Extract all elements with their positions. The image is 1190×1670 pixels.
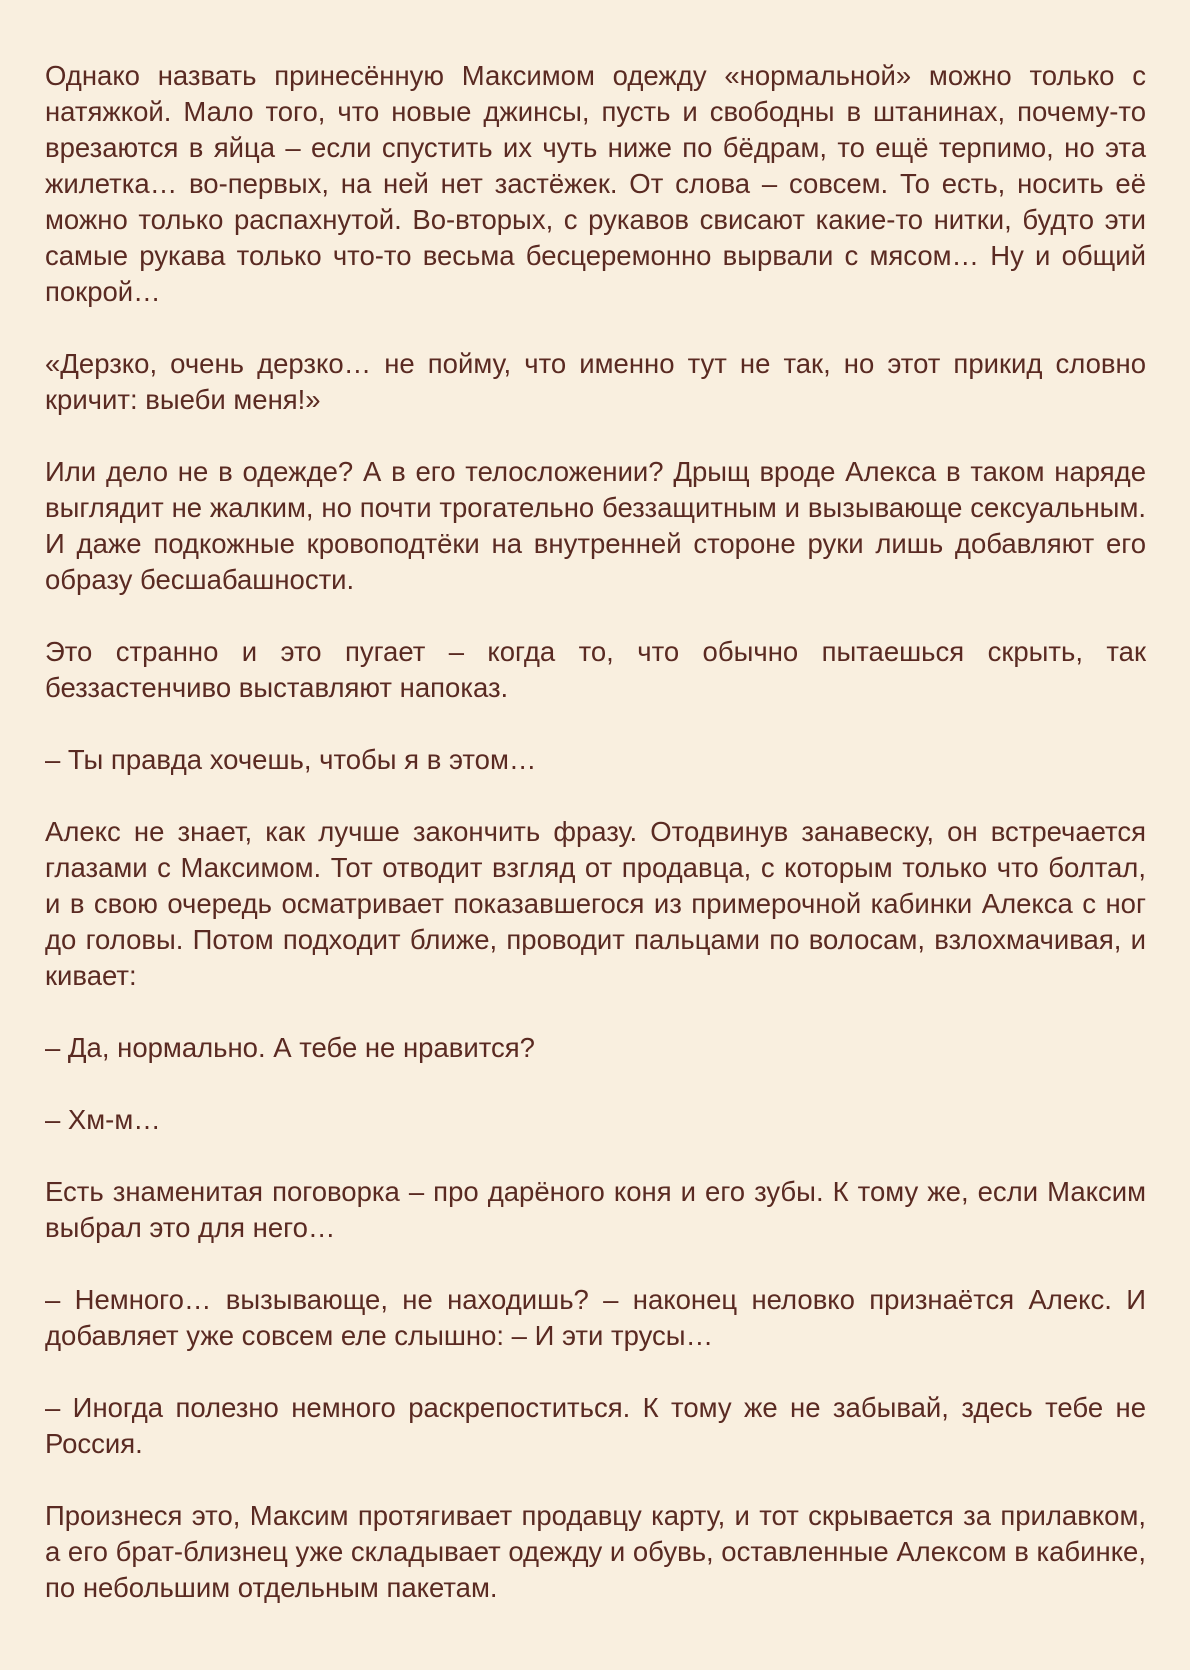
paragraph-11: – Иногда полезно немного раскрепоститься. К тому же не забывай, здесь тебе не Россия. <box>45 1392 1146 1459</box>
paragraph-3: Или дело не в одежде? А в его телосложении? Дрыщ вроде Алекса в таком наряде выглядит не жалким, но почти трогательно беззащитным и вызывающе сексуальным. И даже подкожные кровоподтёки на внутренней стороне руки лишь добавляют его образу бесшабашности. <box>45 456 1146 595</box>
paragraph-12: Произнеся это, Максим протягивает продавцу карту, и тот скрывается за прилавком, а его брат-близнец уже складывает одежду и обувь, оставленные Алексом в кабинке, по небольшим отдельным пакетам. <box>45 1500 1146 1603</box>
paragraph-5: – Ты правда хочешь, чтобы я в этом… <box>45 744 537 775</box>
paragraph-10: – Немного… вызывающе, не находишь? – наконец неловко признаётся Алекс. И добавляет уже совсем еле слышно: – И эти трусы… <box>45 1284 1146 1351</box>
paragraph-6: Алекс не знает, как лучше закончить фразу. Отодвинув занавеску, он встречается глазами с Максимом. Тот отводит взгляд от продавца, с которым только что болтал, и в свою очередь осматривает показавшегося из примерочной кабинки Алекса с ног до головы. Потом подходит ближе, проводит пальцами по волосам, взлохмачивая, и кивает: <box>45 816 1146 991</box>
paragraph-7: – Да, нормально. А тебе не нравится? <box>45 1032 535 1063</box>
paragraph-4: Это странно и это пугает – когда то, что обычно пытаешься скрыть, так беззастенчиво выставляют напоказ. <box>45 636 1146 703</box>
paragraph-2: «Дерзко, очень дерзко… не пойму, что именно тут не так, но этот прикид словно кричит: выеби меня!» <box>45 348 1146 415</box>
paragraph-1: Однако назвать принесённую Максимом одежду «нормальной» можно только с натяжкой. Мало того, что новые джинсы, пусть и свободны в штанинах, почему-то врезаются в яйца – если спустить их чуть ниже по бёдрам, то ещё терпимо, но эта жилетка… во-первых, на ней нет застёжек. От слова – совсем. То есть, носить её можно только распахнутой. Во-вторых, с рукавов свисают какие-то нитки, будто эти самые рукава только что-то весьма бесцеремонно вырвали с мясом… Ну и общий покрой… <box>45 60 1146 307</box>
paragraph-9: Есть знаменитая поговорка – про дарёного коня и его зубы. К тому же, если Максим выбрал это для него… <box>45 1176 1146 1243</box>
paragraph-8: – Хм-м… <box>45 1104 161 1135</box>
